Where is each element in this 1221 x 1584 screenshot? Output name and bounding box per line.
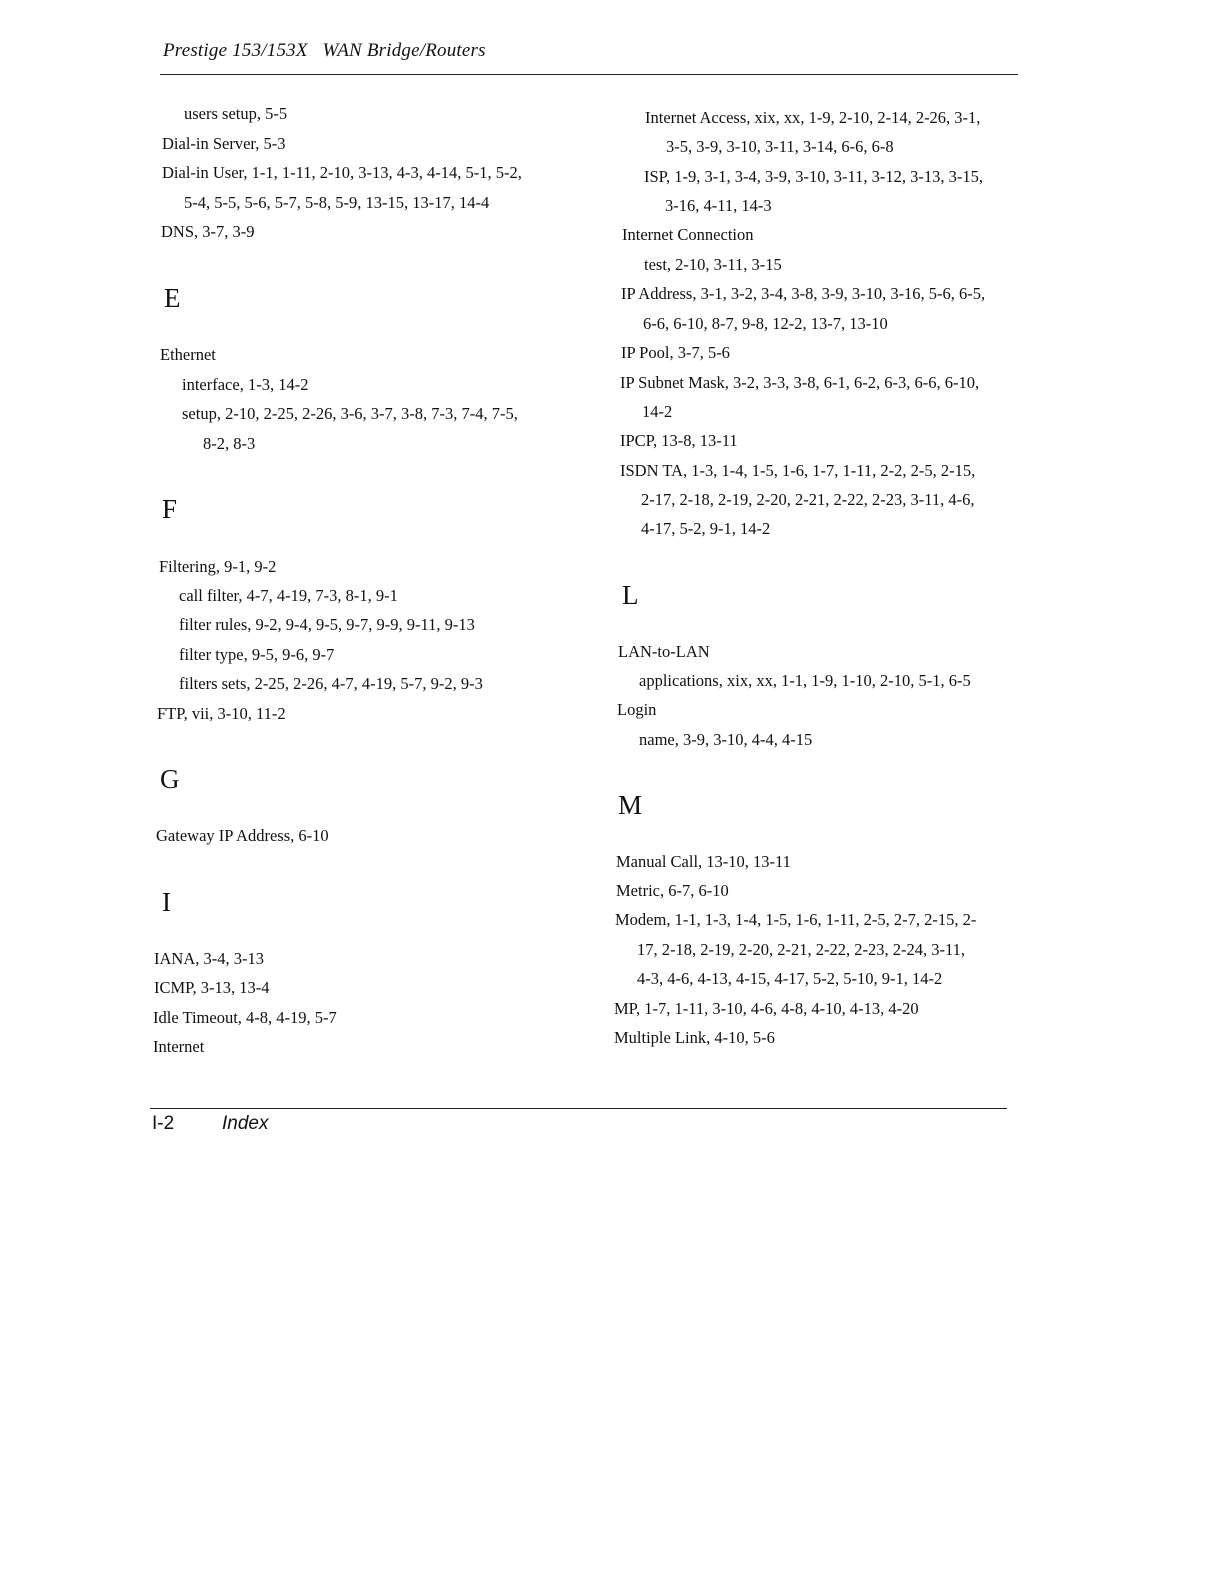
index-entry: LAN-to-LAN [618, 642, 710, 661]
index-entry: Login [617, 700, 657, 719]
index-entry-continuation: 6-6, 6-10, 8-7, 9-8, 12-2, 13-7, 13-10 [643, 314, 888, 333]
index-entry-continuation: 14-2 [642, 402, 673, 421]
index-subentry: applications, xix, xx, 1-1, 1-9, 1-10, 2-10, 5-1, 6-5 [639, 671, 971, 690]
index-subentry: Internet Access, xix, xx, 1-9, 2-10, 2-14, 2-26, 3-1, [645, 108, 981, 127]
index-entry: MP, 1-7, 1-11, 3-10, 4-6, 4-8, 4-10, 4-13, 4-20 [614, 999, 919, 1018]
index-entry: ICMP, 3-13, 13-4 [154, 978, 270, 997]
index-entry: ISDN TA, 1-3, 1-4, 1-5, 1-6, 1-7, 1-11, 2-2, 2-5, 2-15, [620, 461, 976, 480]
index-entry: Internet Connection [622, 225, 754, 244]
index-subentry: filter rules, 9-2, 9-4, 9-5, 9-7, 9-9, 9-11, 9-13 [179, 615, 475, 634]
index-entry: Metric, 6-7, 6-10 [616, 881, 729, 900]
index-entry-continuation: 8-2, 8-3 [203, 434, 256, 453]
index-entry-continuation: 2-17, 2-18, 2-19, 2-20, 2-21, 2-22, 2-23, 3-11, 4-6, [641, 490, 975, 509]
section-letter: E [164, 283, 181, 313]
index-entry-continuation: 4-3, 4-6, 4-13, 4-15, 4-17, 5-2, 5-10, 9-1, 14-2 [637, 969, 943, 988]
index-entry: FTP, vii, 3-10, 11-2 [157, 704, 286, 723]
running-header: Prestige 153/153X WAN Bridge/Routers [163, 40, 486, 61]
index-entry: Idle Timeout, 4-8, 4-19, 5-7 [153, 1008, 337, 1027]
section-letter: F [162, 494, 178, 524]
index-entry-continuation: 5-4, 5-5, 5-6, 5-7, 5-8, 5-9, 13-15, 13-17, 14-4 [184, 193, 490, 212]
index-entry: DNS, 3-7, 3-9 [161, 222, 255, 241]
footer-section-title: Index [222, 1113, 269, 1134]
page-number: I-2 [152, 1113, 175, 1134]
index-subentry: ISP, 1-9, 3-1, 3-4, 3-9, 3-10, 3-11, 3-12, 3-13, 3-15, [644, 167, 983, 186]
index-entry-continuation: 3-16, 4-11, 14-3 [665, 196, 772, 215]
index-entry: Modem, 1-1, 1-3, 1-4, 1-5, 1-6, 1-11, 2-5, 2-7, 2-15, 2- [615, 910, 977, 929]
index-entry: Multiple Link, 4-10, 5-6 [614, 1028, 775, 1047]
index-subentry: setup, 2-10, 2-25, 2-26, 3-6, 3-7, 3-8, 7-3, 7-4, 7-5, [182, 404, 518, 423]
index-entry-continuation: 17, 2-18, 2-19, 2-20, 2-21, 2-22, 2-23, 2-24, 3-11, [637, 940, 965, 959]
index-entry-continuation: 3-5, 3-9, 3-10, 3-11, 3-14, 6-6, 6-8 [666, 137, 894, 156]
index-entry: IP Address, 3-1, 3-2, 3-4, 3-8, 3-9, 3-10, 3-16, 5-6, 6-5, [621, 284, 986, 303]
index-entry: Internet [153, 1037, 205, 1056]
section-letter: I [162, 887, 171, 917]
index-entry: IANA, 3-4, 3-13 [154, 949, 264, 968]
index-entry: IP Pool, 3-7, 5-6 [621, 343, 730, 362]
index-entry: Filtering, 9-1, 9-2 [159, 557, 277, 576]
footer-rule [150, 1108, 1007, 1109]
section-letter: L [622, 580, 639, 610]
header-rule [160, 74, 1018, 75]
index-entry: IP Subnet Mask, 3-2, 3-3, 3-8, 6-1, 6-2, 6-3, 6-6, 6-10, [620, 373, 980, 392]
index-subentry: filter type, 9-5, 9-6, 9-7 [179, 645, 335, 664]
index-entry: Dial-in User, 1-1, 1-11, 2-10, 3-13, 4-3, 4-14, 5-1, 5-2, [162, 163, 522, 182]
index-subentry: call filter, 4-7, 4-19, 7-3, 8-1, 9-1 [179, 586, 398, 605]
index-subentry: interface, 1-3, 14-2 [182, 375, 309, 394]
index-subentry: filters sets, 2-25, 2-26, 4-7, 4-19, 5-7, 9-2, 9-3 [179, 674, 483, 693]
index-entry-continuation: 4-17, 5-2, 9-1, 14-2 [641, 519, 771, 538]
section-letter: G [160, 764, 180, 794]
index-entry: Manual Call, 13-10, 13-11 [616, 852, 791, 871]
index-entry: Ethernet [160, 345, 216, 364]
index-entry: users setup, 5-5 [184, 104, 288, 123]
index-subentry: name, 3-9, 3-10, 4-4, 4-15 [639, 730, 813, 749]
section-letter: M [618, 790, 643, 820]
index-entry: IPCP, 13-8, 13-11 [620, 431, 738, 450]
index-subentry: test, 2-10, 3-11, 3-15 [644, 255, 782, 274]
index-entry: Dial-in Server, 5-3 [162, 134, 286, 153]
index-entry: Gateway IP Address, 6-10 [156, 826, 329, 845]
